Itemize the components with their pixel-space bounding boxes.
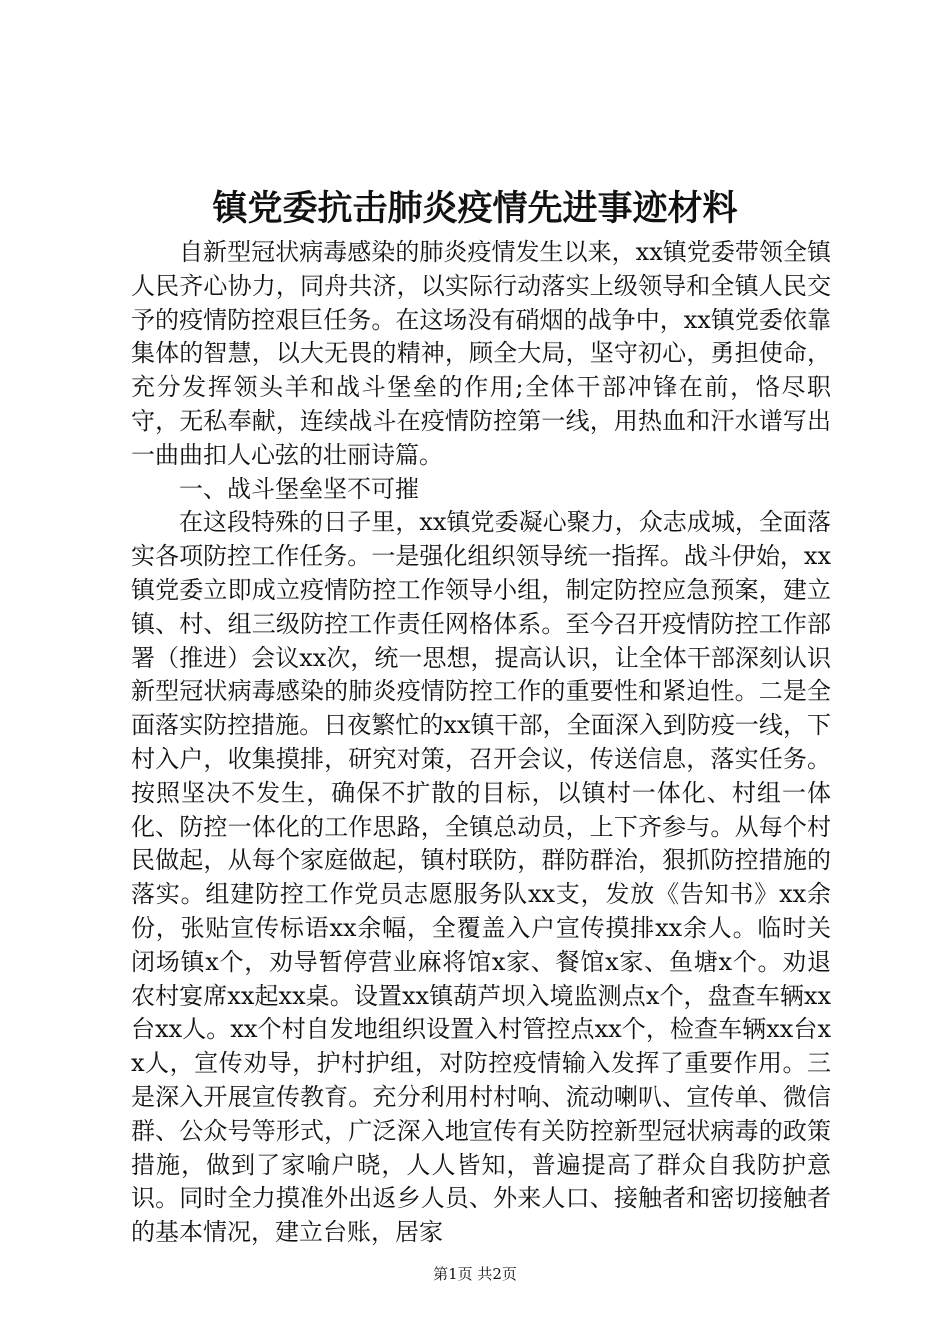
page-number-footer: 第1页 共2页: [433, 1265, 517, 1283]
section-heading: 一、战斗堡垒坚不可摧: [179, 474, 419, 503]
document-title: 镇党委抗击肺炎疫情先进事迹材料: [212, 188, 738, 229]
paragraph-section-one: 在这段特殊的日子里，xx镇党委凝心聚力，众志成城，全面落实各项防控工作任务。一是强化组织领导统一指挥。战斗伊始，xx镇党委立即成立疫情防控工作领导小组，制定防控应急预案，建立镇、村、组三级防控工作责任网格体系。至今召开疫情防控工作部署（推进）会议xx次，统一思想，提高认识，让全体干部深刻认识新型冠状病毒感染的肺炎疫情防控工作的重要性和紧迫性。二是全面落实防控措施。日夜繁忙的xx镇干部，全面深入到防疫一线，下村入户，收集摸排，研究对策，召开会议，传送信息，落实任务。按照坚决不发生，确保不扩散的目标，以镇村一体化、村组一体化、防控一体化的工作思路，全镇总动员，上下齐参与。从每个村民做起，从每个家庭做起，镇村联防，群防群治，狠抓防控措施的落实。组建防控工作党员志愿服务队xx支，发放《告知书》xx余份，张贴宣传标语xx余幅，全覆盖入户宣传摸排xx余人。临时关闭场镇x个，劝导暂停营业麻将馆x家、餐馆x家、鱼塘x个。劝退农村宴席xx起xx桌。设置xx镇葫芦坝入境监测点x个，盘查车辆xx台xx人。xx个村自发地组织设置入村管控点xx个，检查车辆xx台xx人，宣传劝导，护村护组，对防控疫情输入发挥了重要作用。三是深入开展宣传教育。充分利用村村响、流动喇叭、宣传单、微信群、公众号等形式，广泛深入地宣传有关防控新型冠状病毒的政策措施，做到了家喻户晓，人人皆知，普遍提高了群众自我防护意识。同时全力摸准外出返乡人员、外来人口、接触者和密切接触者的基本情况，建立台账，居家: [131, 508, 831, 1247]
paragraph-intro: 自新型冠状病毒感染的肺炎疫情发生以来，xx镇党委带领全镇人民齐心协力，同舟共济，以实际行动落实上级领导和全镇人民交予的疫情防控艰巨任务。在这场没有硝烟的战争中，xx镇党委依靠集体的智慧，以大无畏的精神，顾全大局，坚守初心，勇担使命，充分发挥领头羊和战斗堡垒的作用;全体干部冲锋在前，恪尽职守，无私奉献，连续战斗在疫情防控第一线，用热血和汗水谱写出一曲曲扣人心弦的壮丽诗篇。: [131, 238, 831, 469]
document-body: [131, 236, 831, 1250]
